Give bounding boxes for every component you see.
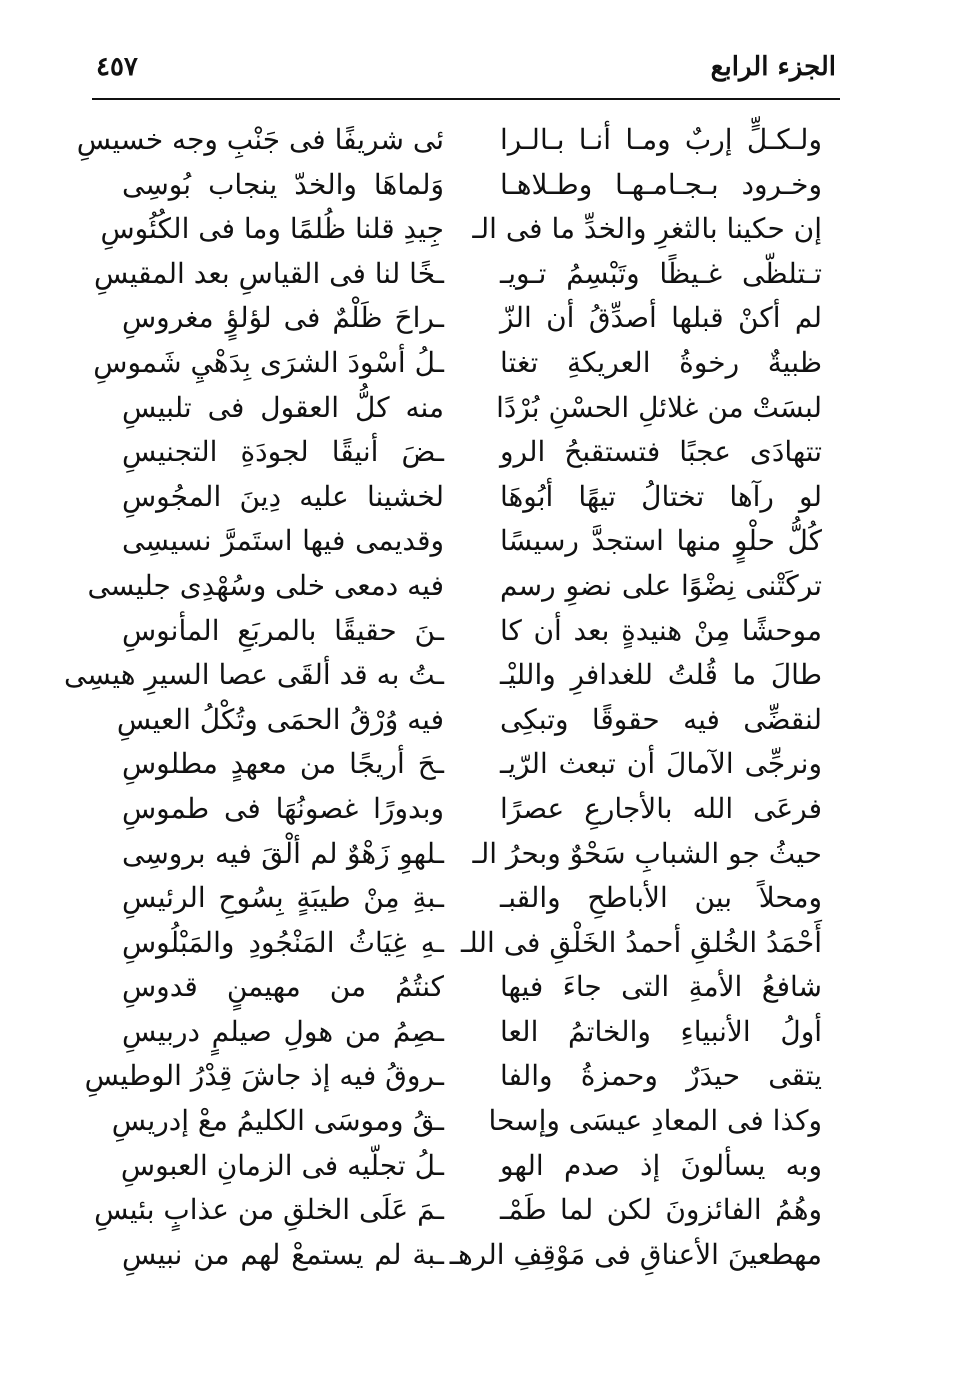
verse-first-hemistich: ونرجِّى الآمالَ أن تبعث الرّيـ <box>500 747 822 781</box>
verse-first-hemistich: لبسَتْ من غلائلِ الحسْنِ بُرْدًا <box>496 390 822 424</box>
verse-first-hemistich: لم أكنْ قبلها أصدِّقُ أن الزّ <box>500 301 822 335</box>
verse-first-hemistich: حيثُ جو الشبابِ سَحْوٌ وبحرُ الـ <box>472 836 822 870</box>
verse-first-hemistich: إن حكينا بالثغرِ والخدِّ ما فى الـ <box>472 212 822 246</box>
verse-second-hemistich: وقديمى فيها استَمرَّ نسيسِى <box>122 524 444 558</box>
verse-first-hemistich: لو رآها تختالُ تيهًا أبُوهَا <box>500 479 822 513</box>
verse-first-hemistich: تركَتْنى نِضْوًا على نضوِ رسم <box>500 568 822 602</box>
verse-first-hemistich: موحشًا مِنْ هنيدةٍ بعد أن كا <box>500 613 822 647</box>
first-hemistich-column <box>449 118 822 1278</box>
verse-second-hemistich: فيه دمعى خلى وسُهْدِى جليسى <box>87 568 444 602</box>
verse-second-hemistich: ـقُ وموسَى الكليمُ معْ إدريسِ <box>111 1104 444 1138</box>
verse-second-hemistich: ـصِمُ من هولِ صيلمٍ دربيسِ <box>122 1014 444 1048</box>
poem <box>63 118 822 1278</box>
verse-first-hemistich: ومحلاً بين الأباطحِ والقبـ <box>500 881 822 915</box>
second-hemistich-column <box>63 118 444 1278</box>
verse-second-hemistich: ـبة لم يستمعْ لهم من نبيسِ <box>122 1237 444 1271</box>
verse-first-hemistich: لنقضِّى فيه حقوقًا وتبكِى <box>500 702 822 736</box>
verse-first-hemistich: ظبيةٌ رخوةُ العريكةِ تغتا <box>500 345 822 379</box>
header-rule <box>92 98 840 100</box>
verse-first-hemistich: شافعُ الأمةِ التى جاءَ فيها <box>500 970 822 1004</box>
verse-second-hemistich: ـلُ أسْودَ الشرَى بِدَهْيِ شَموسِ <box>93 345 444 379</box>
verse-first-hemistich: فرعَى الله بالأجارعِ عصرًا <box>500 791 822 825</box>
verse-second-hemistich: ـحَ أريجًا من معهدٍ مطلوسِ <box>122 747 444 781</box>
verse-second-hemistich: ـهِ غِيَاثُ المَنْجُودِ والمَبْلُوسِ <box>122 925 444 959</box>
verse-second-hemistich: منه كلُّ العقول فى تلبيسِ <box>122 390 444 424</box>
verse-second-hemistich: فيه وُرْقُ الحمَى وتُكْلُ العيسِ <box>116 702 444 736</box>
verse-first-hemistich: تـتلظّى غـيظًا وتَبْسِمُ تـويـ <box>500 256 822 290</box>
verse-second-hemistich: ـبةِ مِنْ طيبَةٍ بِسُوحِ الرئيسِ <box>122 881 444 915</box>
verse-first-hemistich: وبه يسألونَ إذ صدم الهو <box>500 1148 822 1182</box>
verse-first-hemistich: تتهادَى عجبًا فتستقبحُ الرو <box>500 435 822 469</box>
verse-first-hemistich: طالَ ما قُلتُ للغدافرِ والليْـ <box>500 658 822 692</box>
verse-second-hemistich: ـلُ تجلّيه فى الزمانِ العبوسِ <box>120 1148 444 1182</box>
verse-second-hemistich: كنتُمُ من مهيمنٍ قدوسِ <box>122 970 444 1004</box>
page-header <box>92 48 840 100</box>
verse-second-hemistich: ـراحَ ظَلْمٌ فى لؤلؤٍ مغروسِ <box>122 301 444 335</box>
verse-first-hemistich: وخـرود بـجـامـهـا وطـلاهـا <box>500 167 822 201</box>
verse-second-hemistich: ـضَ أنيقًا لجودَةِ التجنيسِ <box>122 435 444 469</box>
page-number: ٤٥٧ <box>96 52 138 82</box>
verse-first-hemistich: يتقى حيدَرٌ وحمزةُ والفا <box>500 1059 822 1093</box>
verse-second-hemistich: ـروقُ فيه إذ جاشَ قِدْرُ الوطيسِ <box>84 1059 444 1093</box>
verse-second-hemistich: لخشينا عليه دِينَ المجُوسِ <box>122 479 444 513</box>
verse-second-hemistich: جِيدِ قلنا ظُلمًا وما فى الكُئُوسِ <box>100 212 444 246</box>
verse-second-hemistich: ئى شريفًا فى جَنْبِ وجه خسيسِ <box>76 123 444 156</box>
verse-second-hemistich: ـمَ عَلَى الخلقِ من عذابٍ بئيسِ <box>94 1193 444 1227</box>
verse-first-hemistich: مهطعينَ الأعناقِ فى مَوْقِفِ الرهـ <box>449 1237 822 1271</box>
verse-second-hemistich: ـتُ به قد ألقَى عصا السيرِ هيسِى <box>63 658 444 692</box>
verse-first-hemistich: وكذا فى المعادِ عيسَى وإسحا <box>488 1104 822 1138</box>
verse-first-hemistich: وهُمُ الفائزونَ لكن لما طَمْـ <box>500 1193 822 1227</box>
verse-first-hemistich: ولـكـلٍّ إربٌ ومـا أنـا بـالـرا <box>500 123 822 156</box>
verse-first-hemistich: كُلُّ حلْوٍ منها استجدَّ رسيسًا <box>500 524 822 558</box>
verse-second-hemistich: وَلماهَا والخدّ ينجاب بُوسِى <box>122 167 444 201</box>
verse-second-hemistich: ـلهوِ زَهْوٌ لم ألْقَ فيه بروسِى <box>122 836 444 870</box>
verse-second-hemistich: ـخًا لنا فى القياسِ بعد المقيسِ <box>94 256 444 290</box>
header-title: الجزء الرابع <box>710 52 836 82</box>
verse-first-hemistich: أَحْمَدُ الخُلقِ أحمدُ الخَلْقِ فى اللـ <box>461 925 822 959</box>
verse-second-hemistich: ـنَ حقيقًا بالمربَعِ المأنوسِ <box>122 613 444 647</box>
verse-second-hemistich: وبدورًا غصونُهَا فى طموسِ <box>122 791 444 825</box>
verse-first-hemistich: أولُ الأنبياءِ والخاتمُ العا <box>500 1014 822 1048</box>
